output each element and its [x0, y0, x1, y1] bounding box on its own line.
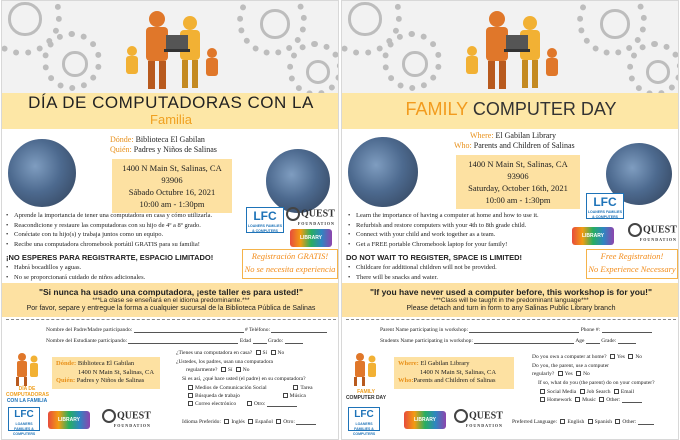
address-line: 1400 N Main St, Salinas, CA: [122, 163, 222, 173]
job-search-checkbox[interactable]: [580, 389, 585, 394]
cut-line: [6, 319, 336, 320]
who-value: Padres y Niños de Salinas: [133, 145, 217, 154]
own-computer-no-checkbox[interactable]: [271, 350, 276, 355]
where-line: [470, 131, 556, 141]
other-activity-field[interactable]: [267, 401, 297, 407]
other-activity-checkbox[interactable]: [599, 397, 604, 402]
address-line: 1400 N Main St, Salinas, CA: [468, 159, 568, 169]
cut-line: [346, 319, 676, 320]
age-field[interactable]: [586, 338, 600, 344]
age-field[interactable]: [253, 338, 267, 344]
social-media-checkbox[interactable]: [188, 385, 193, 390]
quote-text: "If you have never used a computer before, this workshop is for you!": [369, 287, 652, 297]
other-language-checkbox[interactable]: [615, 419, 620, 424]
quote-text: "Si nunca ha usado una computadora, ¡este taller es para usted!": [38, 287, 304, 297]
gear-header: [2, 1, 339, 93]
form-event-box: Where: El Gabilan Library 1400 N Main St, Salinas, CA Who:Parents and Children of Salinas: [394, 357, 514, 389]
event-mini-logo: DÍA DE COMPUTADORAS CON LA FAMILIA: [6, 386, 49, 404]
time-line: 10:00 am - 1:30pm: [139, 199, 205, 209]
spanish-flyer: [1, 0, 339, 440]
parent-use-answer: regularmente? Sí No: [186, 367, 250, 373]
where-line: [110, 135, 205, 145]
other-language-checkbox[interactable]: [276, 419, 281, 424]
list-item: • Habrá bocadillos y aguas.: [6, 263, 238, 273]
register-notice: ¡NO ESPERES PARA REGISTRARTE, ESPACIO LIMITADO!: [6, 253, 214, 262]
quest-ring-icon: [286, 207, 300, 221]
student-name-field[interactable]: [474, 338, 574, 344]
where-value: Biblioteca El Gabilan: [135, 135, 205, 144]
title-computer-day: COMPUTER DAY: [472, 99, 617, 119]
who-label: Quién:: [110, 145, 132, 154]
zip-line: 93906: [507, 171, 529, 181]
list-item: • Learn the importance of having a computer at home and how to use it.: [348, 211, 580, 221]
title-family: FAMILY: [405, 99, 468, 119]
registration-free: Free Registration!: [600, 251, 664, 261]
other-language-field[interactable]: [638, 419, 654, 425]
english-flyer: [341, 0, 679, 440]
benefits-list: [348, 211, 580, 249]
quest-logo: QUEST FOUNDATION: [102, 409, 151, 428]
own-computer-question: Do you own a computer at home? Yes No: [532, 354, 643, 360]
page-title: DÍA DE COMPUTADORAS CON LA: [28, 93, 314, 112]
own-computer-no-checkbox[interactable]: [628, 354, 633, 359]
gear-header: [342, 1, 679, 93]
other-activity-checkbox[interactable]: [247, 401, 252, 406]
email-checkbox[interactable]: [614, 389, 619, 394]
english-checkbox[interactable]: [224, 419, 229, 424]
music-checkbox[interactable]: [575, 397, 580, 402]
job-search-checkbox[interactable]: [188, 393, 193, 398]
address-box: [112, 159, 232, 213]
computer-activities-question: Si es así, ¿qué hace usted (el padre) en su computadora?: [182, 376, 306, 382]
quest-ring-icon: [454, 409, 468, 423]
where-value: El Gabilan Library: [495, 131, 556, 140]
activity-row: Medios de Comunicación Social Tarea: [186, 385, 313, 391]
activity-row: Correo electrónico Otro:: [186, 401, 297, 407]
library-logo: LIBRARY: [404, 411, 446, 429]
english-checkbox[interactable]: [560, 419, 565, 424]
date-line: Saturday, October 16th, 2021: [468, 183, 568, 193]
workshop-photo: [6, 137, 78, 209]
grade-field[interactable]: [285, 338, 303, 344]
social-media-checkbox[interactable]: [540, 389, 545, 394]
own-computer-yes-checkbox[interactable]: [256, 350, 261, 355]
parent-use-yes-checkbox[interactable]: [558, 371, 563, 376]
registration-experience: No se necesita experiencia: [244, 264, 336, 274]
phone-field[interactable]: [602, 327, 652, 333]
page-title: [342, 99, 679, 120]
registration-box: [242, 249, 338, 279]
detach-instructions: Please detach and turn in form to any Salinas Public Library branch: [406, 305, 616, 312]
who-line: [454, 141, 575, 151]
benefits-list: [6, 211, 238, 249]
time-line: 10:00 am - 1:30pm: [485, 195, 551, 205]
parent-use-yes-checkbox[interactable]: [221, 367, 226, 372]
parent-use-no-checkbox[interactable]: [236, 367, 241, 372]
grade-field[interactable]: [618, 338, 636, 344]
zip-line: 93906: [161, 175, 183, 185]
library-logo: LIBRARY: [572, 227, 614, 245]
parent-use-no-checkbox[interactable]: [576, 371, 581, 376]
list-item: • Childcare for additional children will not be provided.: [348, 263, 580, 273]
where-label: Dónde:: [110, 135, 134, 144]
email-checkbox[interactable]: [188, 401, 193, 406]
list-item: • No se proporcionará cuidado de niños adicionales.: [6, 273, 238, 283]
parent-use-question: Do you, the parent, use a computer: [532, 363, 609, 369]
detach-instructions: Por favor, separe y entregue la forma a cualquier sucursal de la Biblioteca Pública de Salinas: [26, 305, 316, 312]
homework-checkbox[interactable]: [293, 385, 298, 390]
spanish-checkbox[interactable]: [248, 419, 253, 424]
registration-experience: No Experience Necessary: [588, 264, 676, 274]
page-subtitle: Familia: [150, 112, 192, 127]
preferred-language-row: Preferred Language: English Spanish Other:: [512, 419, 654, 425]
quest-logo: QUEST FOUNDATION: [454, 409, 503, 428]
family-illustration: [112, 5, 232, 93]
own-computer-question: ¿Tienes una computadora en casa? Sí No: [176, 350, 285, 356]
other-language-field[interactable]: [296, 419, 316, 425]
list-item: • Get a FREE portable Chromebook laptop for your family!: [348, 240, 580, 250]
workshop-photo: [346, 135, 420, 209]
family-illustration: [10, 351, 44, 387]
parent-name-field[interactable]: [134, 327, 244, 333]
preferred-language-row: Idioma Preferido: Inglés Español Otro:: [182, 419, 316, 425]
student-name-field[interactable]: [128, 338, 238, 344]
library-logo: LIBRARY: [48, 411, 90, 429]
activity-row: Búsqueda de trabajo Música: [186, 393, 306, 399]
list-item: • Recibe una computadora chromebook portátil GRATIS para su familia!: [6, 240, 238, 250]
lfc-logo: LFC LOANERS FAMILIES & COMPUTERS: [247, 209, 283, 233]
computer-activities-question: If so, what do you (the parent) do on your computer?: [538, 380, 655, 386]
registration-box: [586, 249, 678, 279]
list-item: • Connect with your child and work together as a team.: [348, 230, 580, 240]
quest-ring-icon: [102, 409, 116, 423]
other-activity-field[interactable]: [622, 397, 642, 403]
lfc-logo: LFC LOANERS FAMILIES & COMPUTERS: [587, 195, 623, 219]
parent-name-row: Parent Name participating in workshop: Phone #:: [380, 327, 652, 333]
who-label: Who:: [454, 141, 472, 150]
language-note: ***Class will be taught in the predominant language***: [433, 297, 589, 304]
who-line: [110, 145, 217, 155]
own-computer-yes-checkbox[interactable]: [610, 354, 615, 359]
library-logo: LIBRARY: [290, 229, 332, 247]
parent-name-row: Nombre del Padre/Madre participando: # Teléfono:: [46, 327, 327, 333]
phone-field[interactable]: [271, 327, 327, 333]
notice-list: [6, 263, 238, 282]
quest-ring-icon: [628, 223, 642, 237]
list-item: • There will be snacks and water.: [348, 273, 580, 283]
parent-use-answer: regularly? Yes No: [532, 371, 590, 377]
music-checkbox[interactable]: [283, 393, 288, 398]
registration-free: Registración GRATIS!: [251, 251, 329, 261]
parent-name-field[interactable]: [469, 327, 579, 333]
lfc-logo: LFC LOANERS FAMILIES & COMPUTERS: [8, 407, 40, 431]
family-illustration: [348, 351, 382, 387]
parent-use-question: ¿Ustedes, los padres, usan una computadora: [176, 359, 273, 365]
list-item: • Refurbish and restore computers with your 4th to 8th grade child.: [348, 221, 580, 231]
quest-logo: QUEST FOUNDATION: [286, 207, 335, 226]
where-label: Where:: [470, 131, 494, 140]
family-illustration: [452, 5, 572, 93]
list-item: • Aprende la importancia de tener una computadora en casa y cómo utilizarla.: [6, 211, 238, 221]
activity-row: Homework Music Other:: [538, 397, 642, 403]
student-name-row: Nombre del Estudiante participando: Edad Grado:: [46, 338, 303, 344]
address-box: [456, 155, 580, 209]
list-item: • Conéctate con tu hijo(s) y trabaja juntos como un equipo.: [6, 230, 238, 240]
student-name-row: Students Name participating in workshop: Age Grade:: [380, 338, 636, 344]
who-value: Parents and Children of Salinas: [473, 141, 575, 150]
register-notice: DO NOT WAIT TO REGISTER, SPACE IS LIMITED!: [346, 253, 522, 262]
notice-list: [348, 263, 580, 282]
event-mini-logo: FAMILY COMPUTER DAY: [345, 389, 387, 401]
spanish-checkbox[interactable]: [588, 419, 593, 424]
activity-row: Social Media Job Search Email: [538, 389, 634, 395]
form-event-box: Dónde: Biblioteca El Gabilan 1400 N Main St, Salinas, CA Quién: Padres y Niños de Salinas: [52, 357, 160, 389]
workshop-photo: [264, 147, 332, 215]
lfc-logo: LFC LOANERS FAMILIES & COMPUTERS: [348, 407, 380, 431]
homework-checkbox[interactable]: [540, 397, 545, 402]
language-note: ***La clase se enseñará en el idioma predominante.***: [92, 297, 250, 304]
list-item: • Reacondicione y restaure las computadoras con su hijo de 4º a 8º grado.: [6, 221, 238, 231]
date-line: Sábado Octubre 16, 2021: [128, 187, 216, 197]
quest-logo: QUEST FOUNDATION: [628, 223, 677, 242]
